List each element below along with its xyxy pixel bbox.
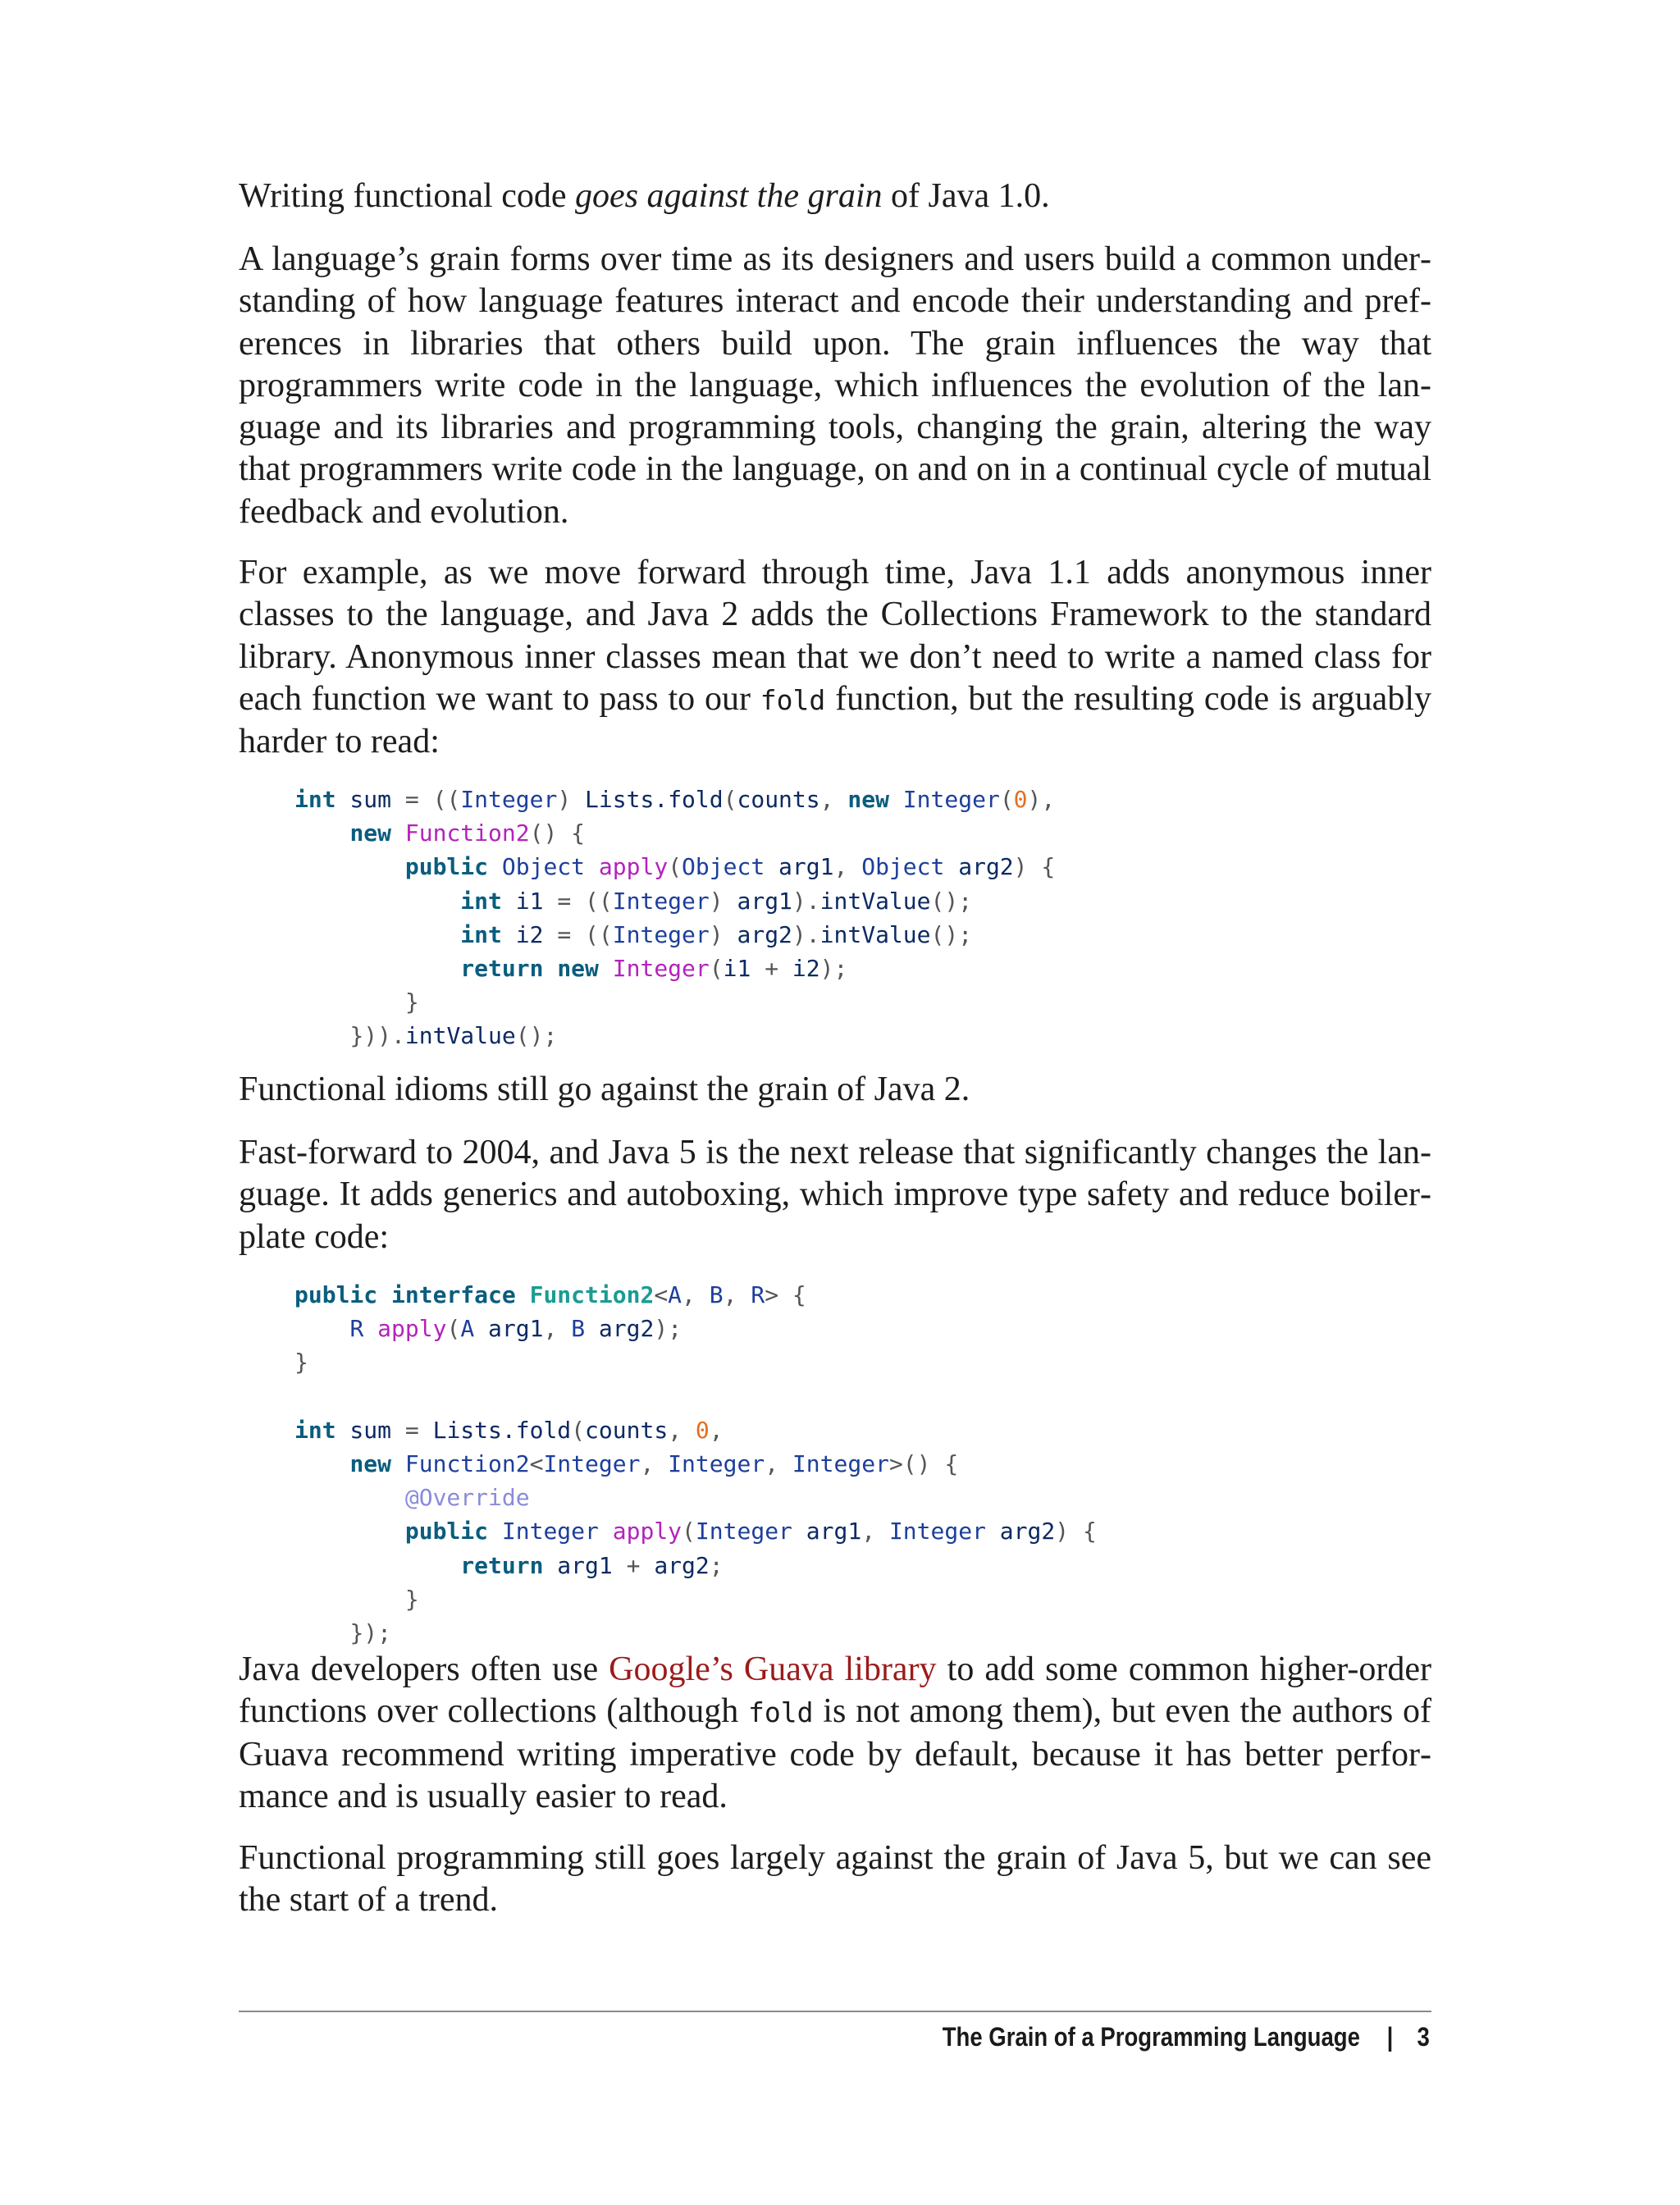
inline-code-fold: fold bbox=[748, 1696, 814, 1729]
intro-text: Writing functional code bbox=[239, 177, 576, 215]
guava-library-link[interactable]: Google’s Guava library bbox=[609, 1650, 937, 1688]
footer-separator: | bbox=[1386, 2022, 1394, 2052]
paragraph-text: Java developers often use bbox=[239, 1650, 609, 1688]
paragraph-guava bbox=[239, 1649, 1431, 1818]
intro-emphasis: goes against the grain bbox=[575, 177, 883, 215]
page-number: 3 bbox=[1417, 2022, 1430, 2052]
paragraph-text-middle: to add some common higher-order functions over collections (although bbox=[239, 1650, 1431, 1731]
inline-code-fold: fold bbox=[760, 683, 826, 716]
paragraph-java-2: Functional idioms still go against the grain of Java 2. bbox=[239, 1071, 970, 1108]
intro-text-end: of Java 1.0. bbox=[882, 177, 1050, 215]
code-block-generics: public interface Function2<A, B, R> { R apply(A arg1, B arg2); } int sum = Lists.fold(counts, 0, new Function2<Integer, Integer, Integer>() { @Override public Integer apply(Integer arg1, Integer arg2) { return arg1 + arg2; } }); bbox=[294, 1281, 1097, 1647]
footer-divider bbox=[239, 2011, 1431, 2012]
code-block-anonymous-class: int sum = ((Integer) Lists.fold(counts, new Integer(0), new Function2() { public Object apply(Object arg1, Object arg2) { int i1 = ((Integer) arg1).intValue(); int i2 = ((Integer) arg2).intValue(); return new Integer(i1 + i2); } })).intValue(); bbox=[294, 786, 1056, 1050]
running-title: The Grain of a Programming Language bbox=[942, 2022, 1361, 2052]
paragraph-text: For example, as we move forward through time, Java 1.1 adds anonymous inner classes to the language, and Java 2 adds the Collections Framework to the standard library. Anonymous inner classes mean that we don’t need to write a named class for each function we want to pass to our bbox=[239, 554, 1431, 718]
paragraph-text-end: function, but the resulting code is arguably harder to read: bbox=[239, 679, 1431, 761]
paragraph-trend: Functional programming still goes largely against the grain of Java 5, but we can see the start of a trend. bbox=[239, 1839, 1431, 1920]
page-footer bbox=[943, 2020, 1430, 2053]
paragraph-text-end: is not among them), but even the authors of Guava recommend writing imperative code by default, because it has better performance and is usually easier to read. bbox=[239, 1692, 1431, 1815]
paragraph-intro bbox=[239, 176, 1431, 217]
paragraph-java-5: Fast-forward to 2004, and Java 5 is the next release that significantly changes the language. It adds generics and autoboxing, which improve type safety and reduce boilerplate code: bbox=[239, 1134, 1431, 1256]
paragraph-grain: A language’s grain forms over time as its designers and users build a common understanding of how language features interact and encode their understanding and preferences in libraries that others build upon. The grain influences the way that programmers write code in the language, which influences the evolution of the language and its libraries and programming tools, changing the grain, altering the way that programmers write code in the language, on and on in a continual cycle of mutual feedback and evolution. bbox=[239, 240, 1431, 531]
paragraph-java-1-1 bbox=[239, 552, 1431, 763]
